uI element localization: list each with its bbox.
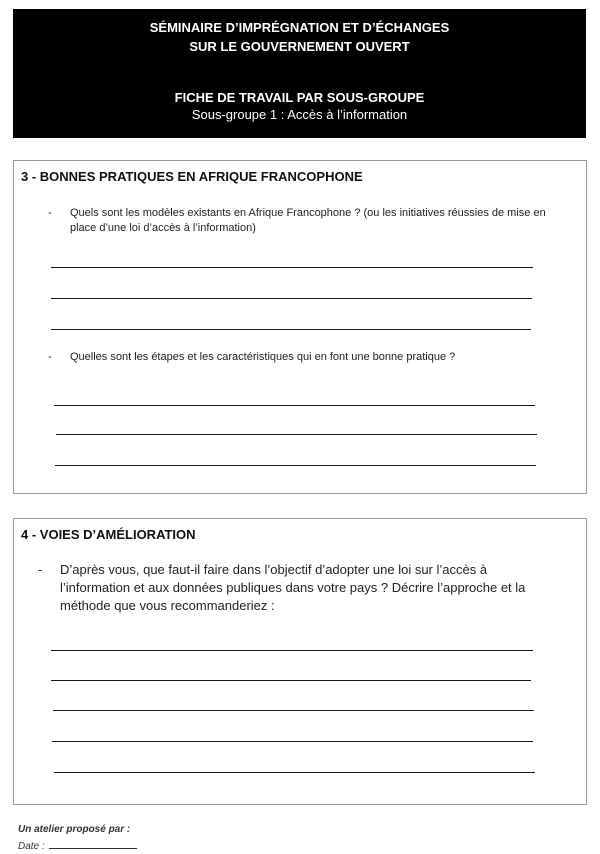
answer-line[interactable]	[56, 434, 537, 435]
answer-line[interactable]	[52, 741, 533, 742]
answer-line[interactable]	[51, 298, 532, 299]
answer-line[interactable]	[51, 680, 531, 681]
answer-line[interactable]	[51, 329, 531, 330]
section-3-title: 3 - BONNES PRATIQUES EN AFRIQUE FRANCOPHONE	[21, 169, 363, 184]
bullet-dash: -	[38, 562, 43, 577]
seminar-title-line-1: SÉMINAIRE D’IMPRÉGNATION ET D’ÉCHANGES	[149, 20, 450, 35]
answer-line[interactable]	[54, 772, 535, 773]
bullet-dash: -	[48, 207, 52, 219]
question-text: D’après vous, que faut-il faire dans l’objectif d’adopter une loi sur l’accès à l’information et aux données publiques dans votre pays ? Décrire l’approche et la méthode que vous recommanderiez :	[60, 562, 526, 613]
date-blank-line[interactable]	[49, 839, 137, 849]
question-text: Quels sont les modèles existants en Afrique Francophone ? (ou les initiatives réussies de mise en place d’une loi d’accès à l’information)	[70, 207, 546, 234]
answer-line[interactable]	[51, 267, 533, 268]
bullet-dash: -	[48, 351, 52, 363]
seminar-title-line-2: SUR LE GOUVERNEMENT OUVERT	[189, 39, 410, 54]
answer-line[interactable]	[53, 710, 534, 711]
proposed-by-label: Un atelier proposé par :	[18, 824, 131, 835]
section-3-box	[13, 160, 587, 494]
answer-line[interactable]	[54, 405, 535, 406]
worksheet-title: FICHE DE TRAVAIL PAR SOUS-GROUPE	[174, 90, 425, 105]
date-field	[18, 839, 137, 852]
document-header	[13, 9, 586, 138]
subgroup-label: Sous-groupe 1 : Accès à l’information	[191, 107, 408, 122]
section-4-box	[13, 518, 587, 805]
date-label: Date :	[18, 841, 45, 852]
answer-line[interactable]	[55, 465, 536, 466]
answer-line[interactable]	[51, 650, 533, 651]
section-4-title: 4 - VOIES D’AMÉLIORATION	[21, 527, 196, 542]
question-text: Quelles sont les étapes et les caractéristiques qui en font une bonne pratique ?	[70, 351, 456, 363]
